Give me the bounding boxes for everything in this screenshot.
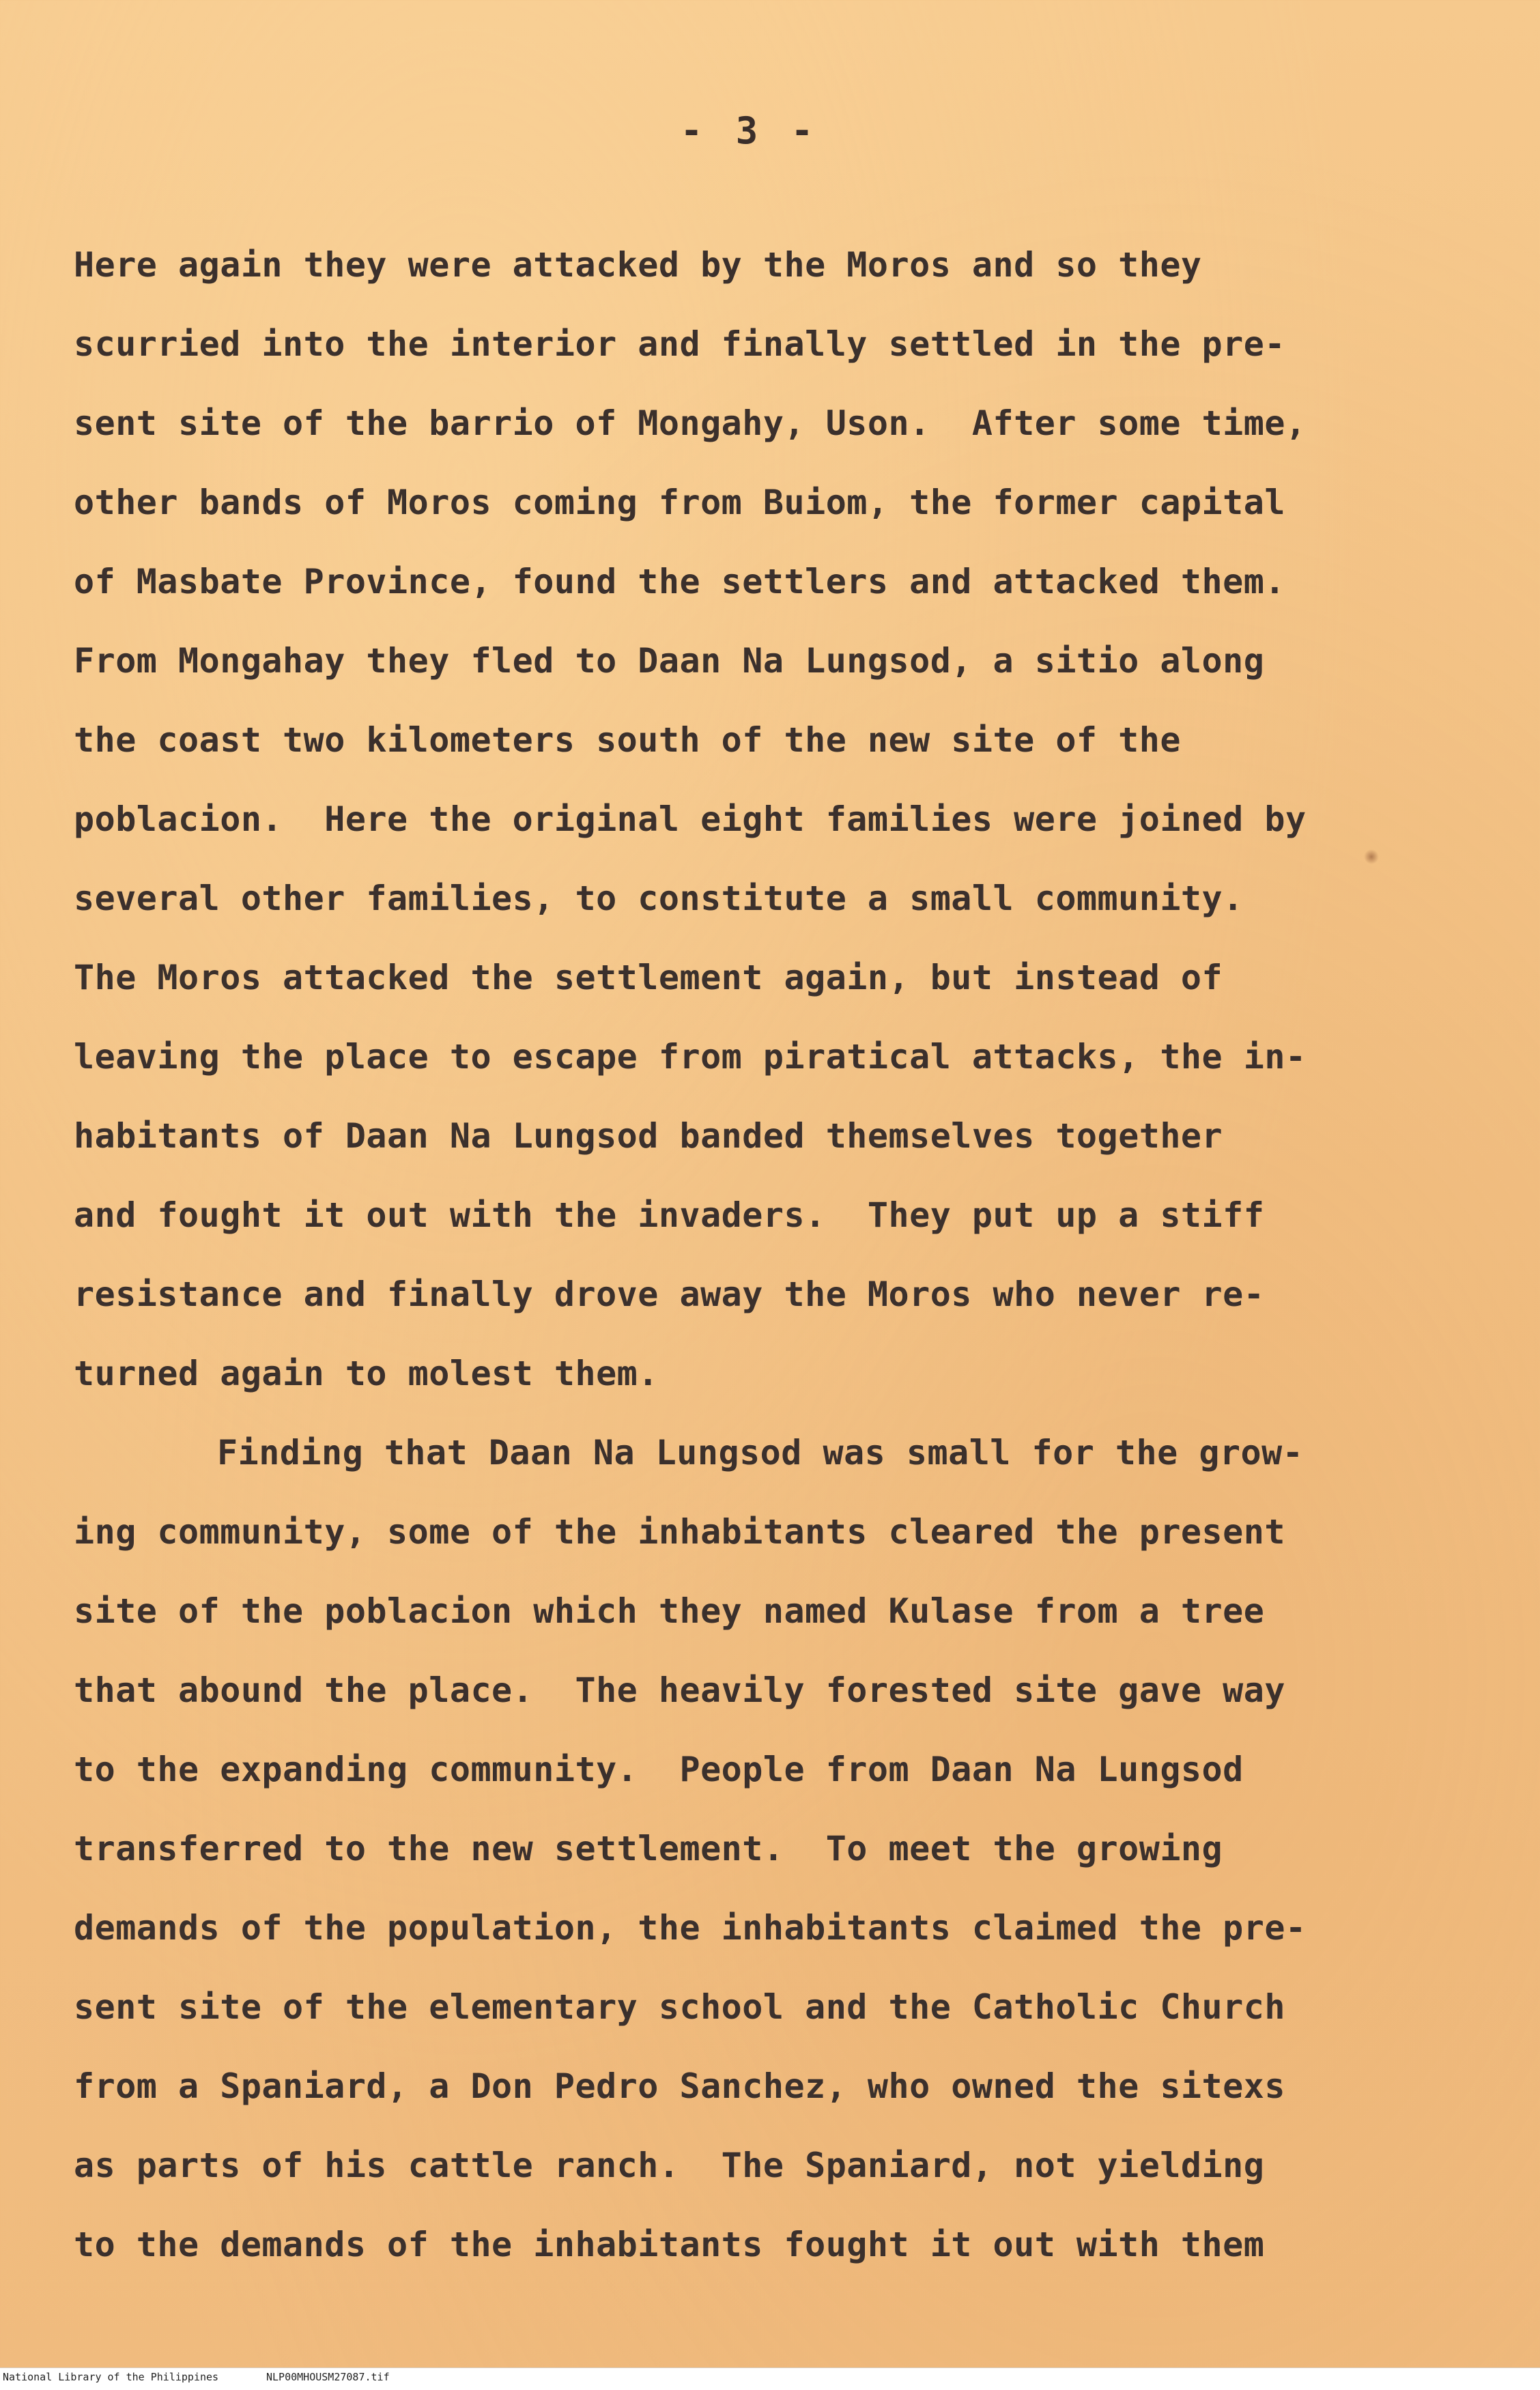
text-line: site of the poblacion which they named Kulase from a tree bbox=[74, 1591, 1265, 1631]
text-line: ing community, some of the inhabitants cleared the present bbox=[74, 1512, 1285, 1552]
text-line: turned again to molest them. bbox=[74, 1354, 659, 1393]
page-number: - 3 - bbox=[680, 109, 819, 152]
text-line: leaving the place to escape from piratical attacks, the in- bbox=[74, 1037, 1307, 1077]
text-line: habitants of Daan Na Lungsod banded themselves together bbox=[74, 1116, 1223, 1156]
ink-stain-mark bbox=[1364, 849, 1379, 864]
text-line: the coast two kilometers south of the new site of the bbox=[74, 720, 1181, 760]
text-line: other bands of Moros coming from Buiom, the former capital bbox=[74, 483, 1285, 522]
footer-file-id: NLP00MHOUSM27087.tif bbox=[266, 2371, 390, 2383]
text-line: to the expanding community. People from Daan Na Lungsod bbox=[74, 1750, 1244, 1789]
body-text bbox=[74, 225, 1521, 2284]
text-line: sent site of the barrio of Mongahy, Uson. After some time, bbox=[74, 403, 1307, 443]
text-line: several other families, to constitute a small community. bbox=[74, 879, 1244, 918]
text-line: Here again they were attacked by the Moros and so they bbox=[74, 245, 1202, 285]
scan-footer bbox=[0, 2367, 1540, 2390]
text-line: resistance and finally drove away the Moros who never re- bbox=[74, 1275, 1265, 1314]
text-line: transferred to the new settlement. To meet the growing bbox=[74, 1829, 1223, 1868]
text-line: from a Spaniard, a Don Pedro Sanchez, who owned the sitexs bbox=[74, 2066, 1285, 2106]
text-line: scurried into the interior and finally settled in the pre- bbox=[74, 324, 1285, 364]
text-line: as parts of his cattle ranch. The Spaniard, not yielding bbox=[74, 2146, 1265, 2185]
text-line: From Mongahay they fled to Daan Na Lungsod, a sitio along bbox=[74, 641, 1265, 681]
text-line-indented: Finding that Daan Na Lungsod was small for the grow- bbox=[217, 1433, 1304, 1473]
text-line: to the demands of the inhabitants fought it out with them bbox=[74, 2225, 1265, 2264]
footer-institution: National Library of the Philippines bbox=[3, 2371, 219, 2383]
text-line: The Moros attacked the settlement again, but instead of bbox=[74, 958, 1223, 997]
text-line: sent site of the elementary school and the Catholic Church bbox=[74, 1987, 1285, 2027]
text-line: demands of the population, the inhabitants claimed the pre- bbox=[74, 1908, 1307, 1948]
text-line: poblacion. Here the original eight families were joined by bbox=[74, 799, 1307, 839]
text-line: of Masbate Province, found the settlers and attacked them. bbox=[74, 562, 1285, 601]
text-line: that abound the place. The heavily forested site gave way bbox=[74, 1670, 1285, 1710]
text-line: and fought it out with the invaders. They put up a stiff bbox=[74, 1195, 1265, 1235]
